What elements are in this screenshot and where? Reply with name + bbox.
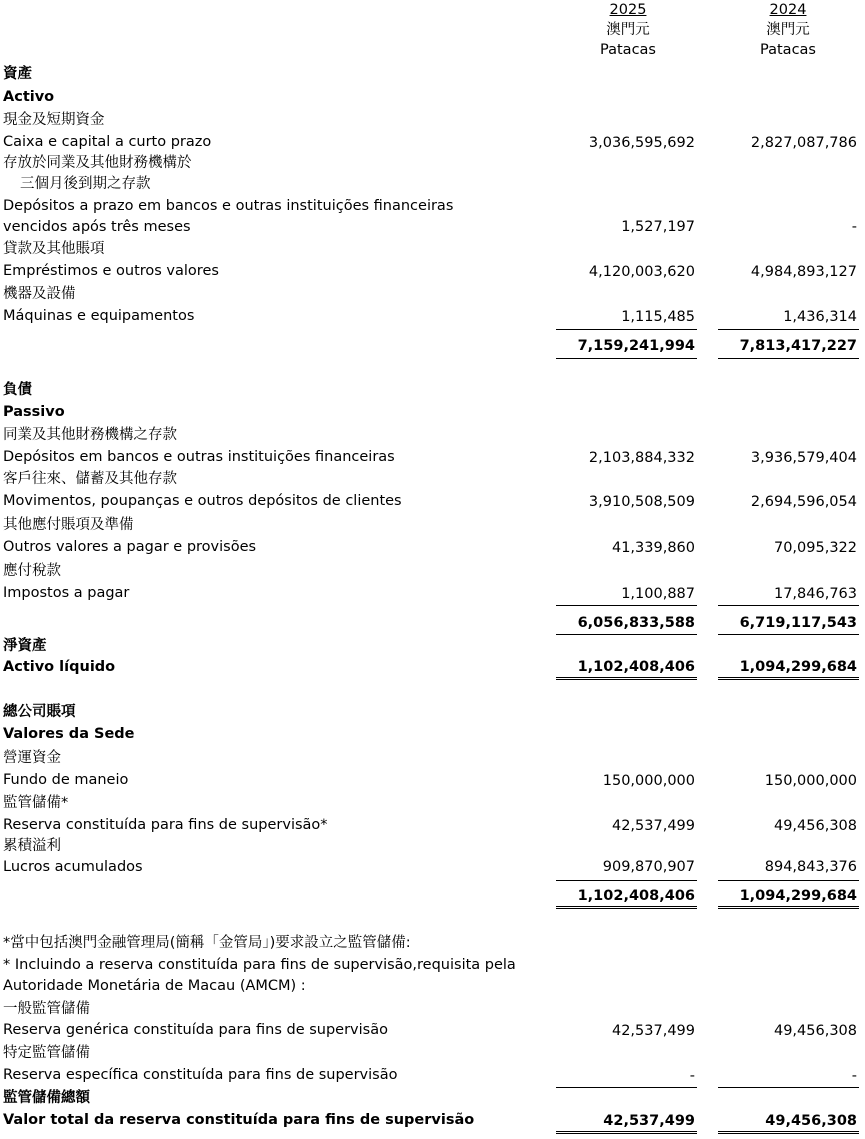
retained-profit-label-pt: Lucros acumulados: [3, 859, 143, 875]
cash-2024: 2,827,087,786: [750, 135, 857, 151]
specific-reserve-2025: -: [689, 1068, 695, 1084]
head-office-subtotal-rule-2024: [718, 880, 859, 881]
bank-deposits-2024: 3,936,579,404: [750, 450, 857, 466]
year-2025: 2025: [609, 2, 647, 18]
note-zh: *當中包括澳門金融管理局(簡稱「金管局」)要求設立之監管儲備:: [3, 935, 411, 951]
column-header-2025: [568, 0, 688, 60]
equipment-2024: 1,436,314: [783, 309, 857, 325]
loans-2025: 4,120,003,620: [588, 264, 695, 280]
loans-label-pt: Empréstimos e outros valores: [3, 263, 219, 279]
client-deposits-2025: 3,910,508,509: [588, 494, 695, 510]
equipment-label-zh: 機器及設備: [3, 286, 76, 302]
payables-label-pt: Outros valores a pagar e provisões: [3, 539, 257, 555]
net-assets-2024: 1,094,299,684: [739, 659, 857, 675]
bank-deposits-label-pt: Depósitos em bancos e outras instituições financeiras: [3, 449, 395, 465]
general-reserve-2025: 42,537,499: [611, 1023, 695, 1039]
payables-label-zh: 其他應付賬項及準備: [3, 517, 134, 533]
specific-reserve-2024: -: [851, 1068, 857, 1084]
equipment-2025: 1,115,485: [621, 309, 695, 325]
specific-reserve-label-zh: 特定監管儲備: [3, 1045, 90, 1061]
retained-profit-2025: 909,870,907: [602, 859, 695, 875]
tax-label-zh: 應付稅款: [3, 563, 61, 579]
assets-total-rule-2025: [556, 358, 697, 359]
reserve-label-pt: Reserva constituída para fins de supervisão*: [3, 817, 328, 833]
note-pt-1: * Incluindo a reserva constituída para fins de supervisão,requisita pela: [3, 957, 516, 973]
head-office-total-2025: 1,102,408,406: [577, 888, 695, 904]
head-office-title-zh: 總公司賬項: [3, 704, 76, 720]
equipment-label-pt: Máquinas e equipamentos: [3, 308, 195, 324]
working-capital-label-zh: 營運資金: [3, 750, 61, 766]
currency-zh-2025: 澳門元: [606, 22, 650, 38]
currency-pt-2024: Patacas: [760, 42, 816, 58]
tax-2025: 1,100,887: [621, 586, 695, 602]
assets-subtotal-rule-2024: [718, 329, 859, 330]
tax-label-pt: Impostos a pagar: [3, 585, 130, 601]
assets-subtotal-rule-2025: [556, 329, 697, 330]
net-assets-title-pt: Activo líquido: [3, 659, 116, 675]
reserve-2025: 42,537,499: [611, 818, 695, 834]
client-deposits-2024: 2,694,596,054: [750, 494, 857, 510]
retained-profit-label-zh: 累積溢利: [3, 838, 61, 854]
head-office-title-pt: Valores da Sede: [3, 726, 135, 742]
liabilities-subtotal-rule-2025: [556, 605, 697, 606]
head-office-total-2024: 1,094,299,684: [739, 888, 857, 904]
payables-2025: 41,339,860: [611, 540, 695, 556]
net-assets-rule-2024: [718, 677, 859, 680]
net-assets-title-zh: 淨資產: [3, 638, 47, 654]
liabilities-total-2024: 6,719,117,543: [739, 615, 857, 631]
assets-total-2025: 7,159,241,994: [577, 338, 695, 354]
general-reserve-label-pt: Reserva genérica constituída para fins de supervisão: [3, 1022, 388, 1038]
working-capital-label-pt: Fundo de maneio: [3, 772, 129, 788]
reserve-subtotal-rule-2024: [718, 1087, 859, 1088]
assets-title-pt: Activo: [3, 89, 55, 105]
total-reserve-2025: 42,537,499: [603, 1113, 695, 1129]
note-pt-2: Autoridade Monetária de Macau (AMCM) :: [3, 978, 306, 994]
payables-2024: 70,095,322: [773, 540, 857, 556]
year-2024: 2024: [769, 2, 807, 18]
specific-reserve-label-pt: Reserva específica constituída para fins de supervisão: [3, 1067, 398, 1083]
deposits-label-pt-1: Depósitos a prazo em bancos e outras instituições financeiras: [3, 198, 454, 214]
deposits-2024: -: [851, 219, 857, 235]
liabilities-total-rule-2024: [718, 634, 859, 635]
currency-pt-2025: Patacas: [600, 42, 656, 58]
total-reserve-2024: 49,456,308: [765, 1113, 857, 1129]
liabilities-subtotal-rule-2024: [718, 605, 859, 606]
reserve-subtotal-rule-2025: [556, 1087, 697, 1088]
deposits-2025: 1,527,197: [621, 219, 695, 235]
assets-total-2024: 7,813,417,227: [739, 338, 857, 354]
general-reserve-label-zh: 一般監管儲備: [3, 1001, 90, 1017]
net-assets-rule-2025: [556, 677, 697, 680]
client-deposits-label-zh: 客戶往來、儲蓄及其他存款: [3, 471, 177, 487]
tax-2024: 17,846,763: [773, 586, 857, 602]
column-header-2024: [728, 0, 848, 60]
bank-deposits-label-zh: 同業及其他財務機構之存款: [3, 427, 177, 443]
head-office-total-rule-2025: [556, 906, 697, 909]
loans-2024: 4,984,893,127: [750, 264, 857, 280]
loans-label-zh: 貸款及其他賬項: [3, 241, 105, 257]
cash-2025: 3,036,595,692: [588, 135, 695, 151]
reserve-label-zh: 監管儲備*: [3, 795, 69, 811]
client-deposits-label-pt: Movimentos, poupanças e outros depósitos de clientes: [3, 493, 402, 509]
head-office-total-rule-2024: [718, 906, 859, 909]
cash-label-zh: 現金及短期資金: [3, 112, 105, 128]
liabilities-title-pt: Passivo: [3, 404, 65, 420]
deposits-label-pt-2: vencidos após três meses: [3, 219, 191, 235]
total-reserve-rule-2025: [556, 1131, 697, 1134]
assets-title-zh: 資產: [3, 66, 32, 82]
liabilities-total-rule-2025: [556, 634, 697, 635]
currency-zh-2024: 澳門元: [766, 22, 810, 38]
working-capital-2025: 150,000,000: [602, 773, 695, 789]
cash-label-pt: Caixa e capital a curto prazo: [3, 134, 212, 150]
general-reserve-2024: 49,456,308: [773, 1023, 857, 1039]
retained-profit-2024: 894,843,376: [764, 859, 857, 875]
bank-deposits-2025: 2,103,884,332: [588, 450, 695, 466]
head-office-subtotal-rule-2025: [556, 880, 697, 881]
total-reserve-label-zh: 監管儲備總額: [3, 1090, 90, 1106]
liabilities-title-zh: 負債: [3, 382, 32, 398]
deposits-label-zh-2: 三個月後到期之存款: [20, 176, 151, 192]
net-assets-2025: 1,102,408,406: [577, 659, 695, 675]
working-capital-2024: 150,000,000: [764, 773, 857, 789]
reserve-2024: 49,456,308: [773, 818, 857, 834]
assets-total-rule-2024: [718, 358, 859, 359]
liabilities-total-2025: 6,056,833,588: [577, 615, 695, 631]
deposits-label-zh-1: 存放於同業及其他財務機構於: [3, 155, 192, 171]
total-reserve-rule-2024: [718, 1131, 859, 1134]
total-reserve-label-pt: Valor total da reserva constituída para fins de supervisão: [3, 1112, 475, 1128]
